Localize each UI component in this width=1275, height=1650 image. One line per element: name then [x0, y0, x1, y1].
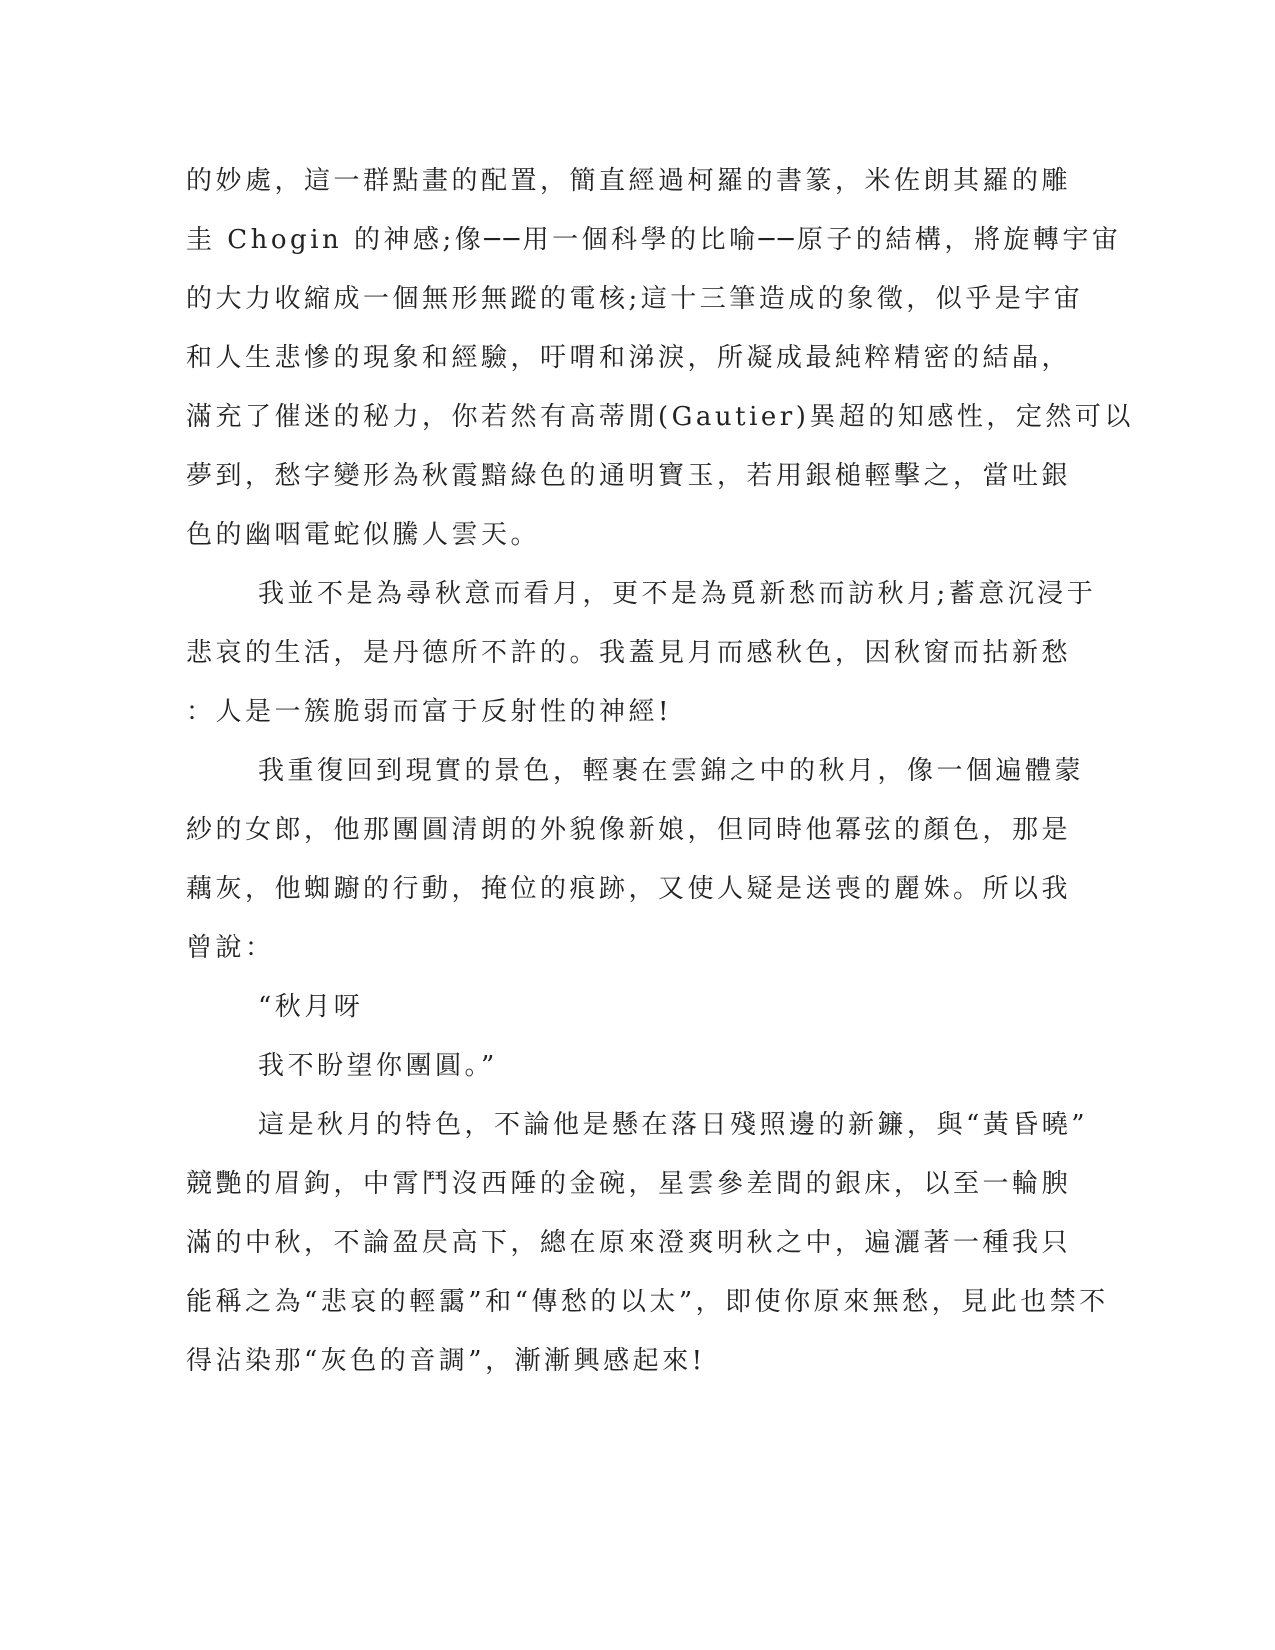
- text-line: 得沾染那“灰色的音調”，漸漸興感起來!: [186, 1346, 706, 1376]
- quote-line: “秋月呀: [258, 992, 364, 1022]
- text-line: 圭 Chogin 的神感;像──用一個科學的比喻──原子的結構，將旋轉宇宙: [186, 225, 1122, 255]
- text-line: 曾說：: [186, 933, 275, 963]
- paragraph-first-line: 我並不是為尋秋意而看月，更不是為覓新愁而訪秋月;蓄意沉浸于: [258, 579, 1097, 609]
- text-line: 能稱之為“悲哀的輕靄”和“傳愁的以太”，即使你原來無愁，見此也禁不: [186, 1287, 1109, 1317]
- text-line: 競艷的眉鉤，中霄鬥沒西陲的金碗，星雲參差間的銀床，以至一輪腴: [186, 1169, 1072, 1199]
- text-line: 夢到，愁字變形為秋霞黯綠色的通明寶玉，若用銀槌輕擊之，當吐銀: [186, 461, 1072, 491]
- quote-line: 我不盼望你團圓。”: [258, 1051, 498, 1081]
- text-line: 的妙處，這一群點畫的配置，簡直經過柯羅的書篆，米佐朗其羅的雕: [186, 166, 1072, 196]
- paragraph-first-line: 我重復回到現實的景色，輕裹在雲錦之中的秋月，像一個遍體蒙: [258, 756, 1085, 786]
- text-line: 的大力收縮成一個無形無蹤的電核;這十三筆造成的象徵，似乎是宇宙: [186, 284, 1084, 314]
- text-line: 色的幽咽電蛇似騰人雲天。: [186, 520, 541, 550]
- text-line: 紗的女郎，他那團圓清朗的外貌像新娘，但同時他冪弦的顏色，那是: [186, 815, 1072, 845]
- text-line: 藕灰，他蜘躕的行動，掩位的痕跡，又使人疑是送喪的麗姝。所以我: [186, 874, 1072, 904]
- paragraph-first-line: 這是秋月的特色，不論他是懸在落日殘照邊的新鐮，與“黃昏曉”: [258, 1110, 1089, 1140]
- text-line: ：人是一簇脆弱而富于反射性的神經!: [186, 697, 672, 727]
- text-line: 悲哀的生活，是丹德所不許的。我蓋見月而感秋色，因秋窗而拈新愁: [186, 638, 1072, 668]
- text-line: 滿充了催迷的秘力，你若然有高蒂閒(Gautier)異超的知感性，定然可以: [186, 402, 1134, 432]
- text-line: 滿的中秋，不論盈昃高下，總在原來澄爽明秋之中，遍灑著一種我只: [186, 1228, 1072, 1258]
- text-line: 和人生悲慘的現象和經驗，吁喟和涕淚，所凝成最純粹精密的結晶，: [186, 343, 1072, 373]
